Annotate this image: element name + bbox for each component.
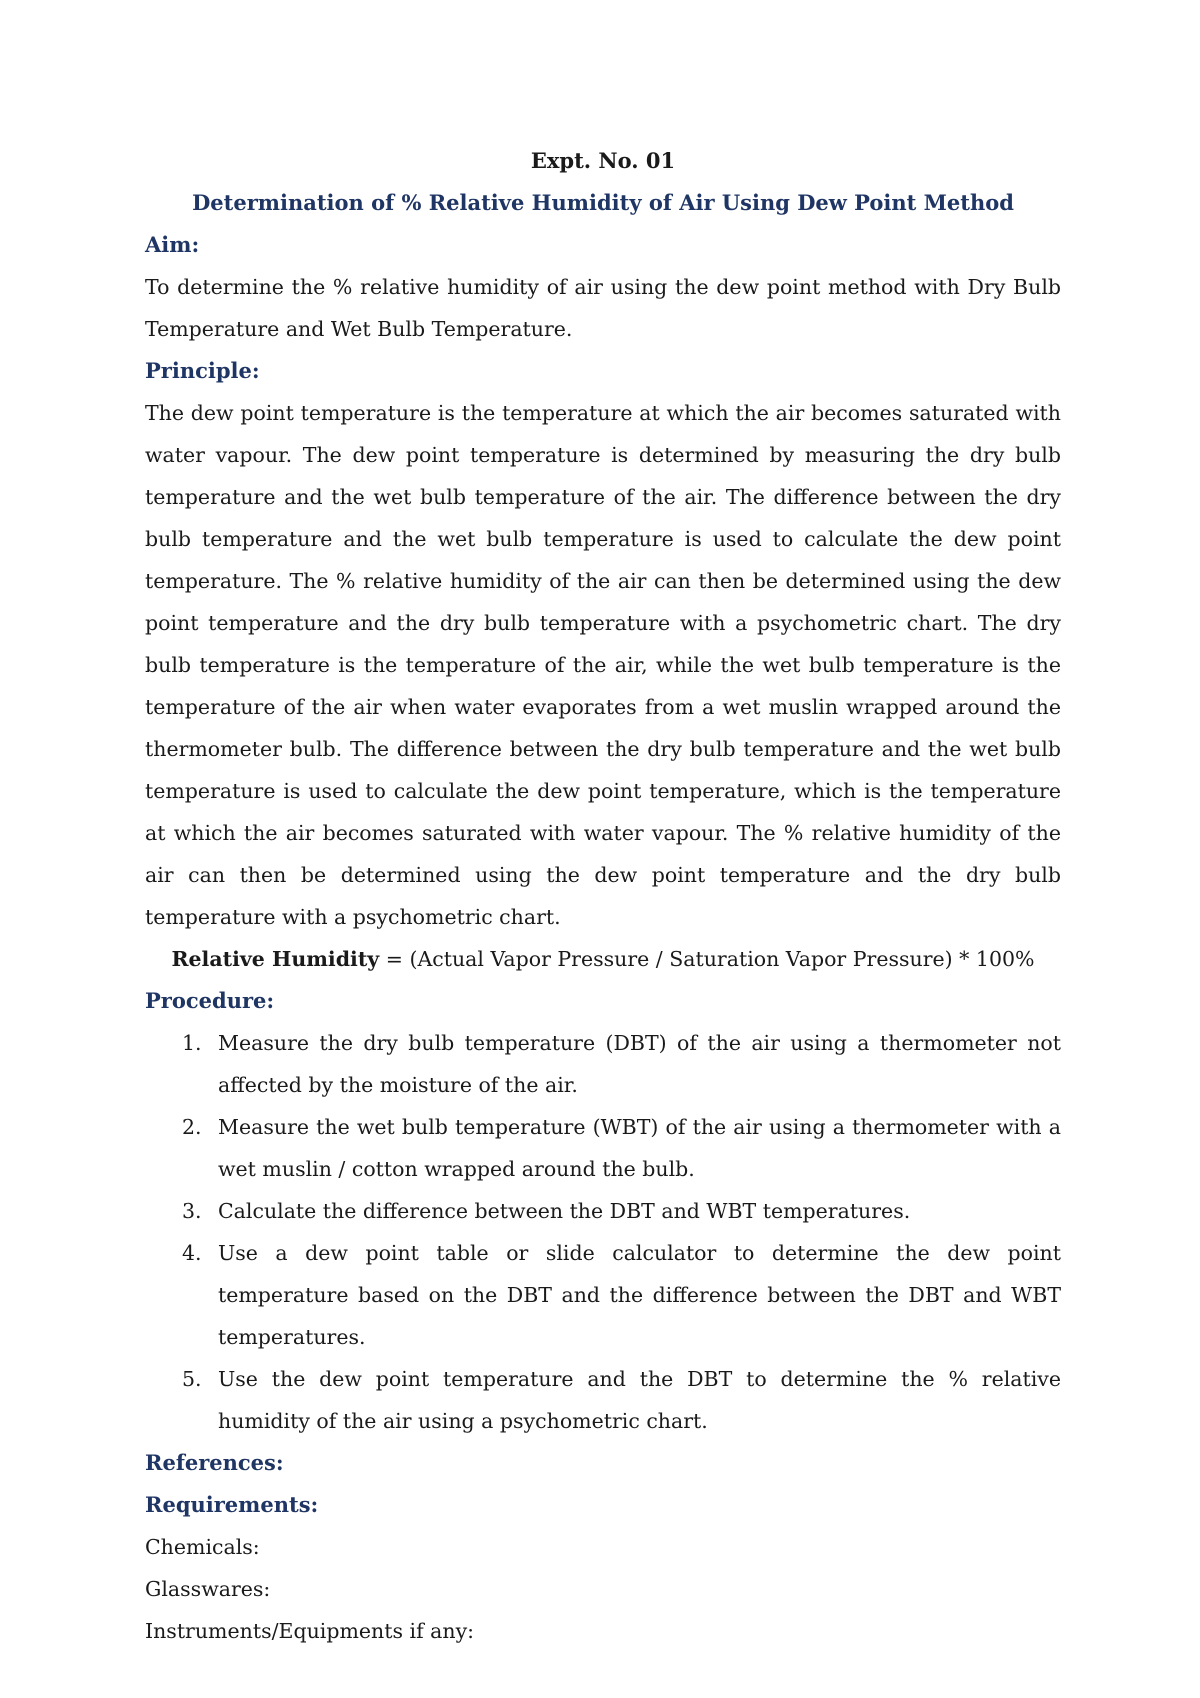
experiment-title: Determination of % Relative Humidity of Air Using Dew Point Method: [192, 190, 1014, 215]
aim-text: To determine the % relative humidity of air using the dew point method with Dry Bulb Temperature and Wet Bulb Temperature.: [145, 275, 1061, 341]
formula-expression: = (Actual Vapor Pressure / Saturation Vapor Pressure) * 100%: [379, 947, 1035, 971]
step-text: Use a dew point table or slide calculator to determine the dew point temperature based on the DBT and the difference between the DBT and WBT temperatures.: [218, 1241, 1061, 1349]
step-text: Measure the wet bulb temperature (WBT) of the air using a thermometer with a wet muslin / cotton wrapped around the bulb.: [218, 1115, 1061, 1181]
references-heading: References:: [145, 1450, 284, 1475]
step-number: 2.: [182, 1115, 202, 1139]
step-number: 4.: [182, 1241, 202, 1265]
document-page: [145, 140, 1061, 1652]
principle-text: The dew point temperature is the temperature at which the air becomes saturated with water vapour. The dew point temperature is determined by measuring the dry bulb temperature and the wet bulb temperature of the air. The difference between the dry bulb temperature and the wet bulb temperature is used to calculate the dew point temperature. The % relative humidity of the air can then be determined using the dew point temperature and the dry bulb temperature with a psychometric chart. The dry bulb temperature is the temperature of the air, while the wet bulb temperature is the temperature of the air when water evaporates from a wet muslin wrapped around the thermometer bulb. The difference between the dry bulb temperature and the wet bulb temperature is used to calculate the dew point temperature, which is the temperature at which the air becomes saturated with water vapour. The % relative humidity of the air can then be determined using the dew point temperature and the dry bulb temperature with a psychometric chart.: [145, 401, 1061, 929]
instruments-label: Instruments/Equipments if any:: [145, 1619, 475, 1643]
principle-heading: Principle:: [145, 358, 260, 383]
procedure-heading: Procedure:: [145, 988, 275, 1013]
step-text: Use the dew point temperature and the DBT to determine the % relative humidity of the air using a psychometric chart.: [218, 1367, 1061, 1433]
chemicals-label: Chemicals:: [145, 1535, 260, 1559]
step-number: 5.: [182, 1367, 202, 1391]
procedure-step: [145, 1232, 1061, 1358]
formula-label: Relative Humidity: [171, 947, 380, 971]
requirements-heading: Requirements:: [145, 1492, 319, 1517]
procedure-step: [145, 1106, 1061, 1190]
glasswares-label: Glasswares:: [145, 1577, 271, 1601]
step-number: 3.: [182, 1199, 202, 1223]
procedure-step: [145, 1358, 1061, 1442]
step-number: 1.: [182, 1031, 202, 1055]
procedure-steps: [145, 1022, 1061, 1442]
procedure-step: [145, 1022, 1061, 1106]
aim-heading: Aim:: [145, 232, 200, 257]
relative-humidity-formula: [145, 938, 1061, 980]
procedure-step: [145, 1190, 1061, 1232]
step-text: Calculate the difference between the DBT and WBT temperatures.: [218, 1199, 911, 1223]
step-text: Measure the dry bulb temperature (DBT) of the air using a thermometer not affected by the moisture of the air.: [218, 1031, 1061, 1097]
experiment-number: Expt. No. 01: [530, 148, 676, 173]
